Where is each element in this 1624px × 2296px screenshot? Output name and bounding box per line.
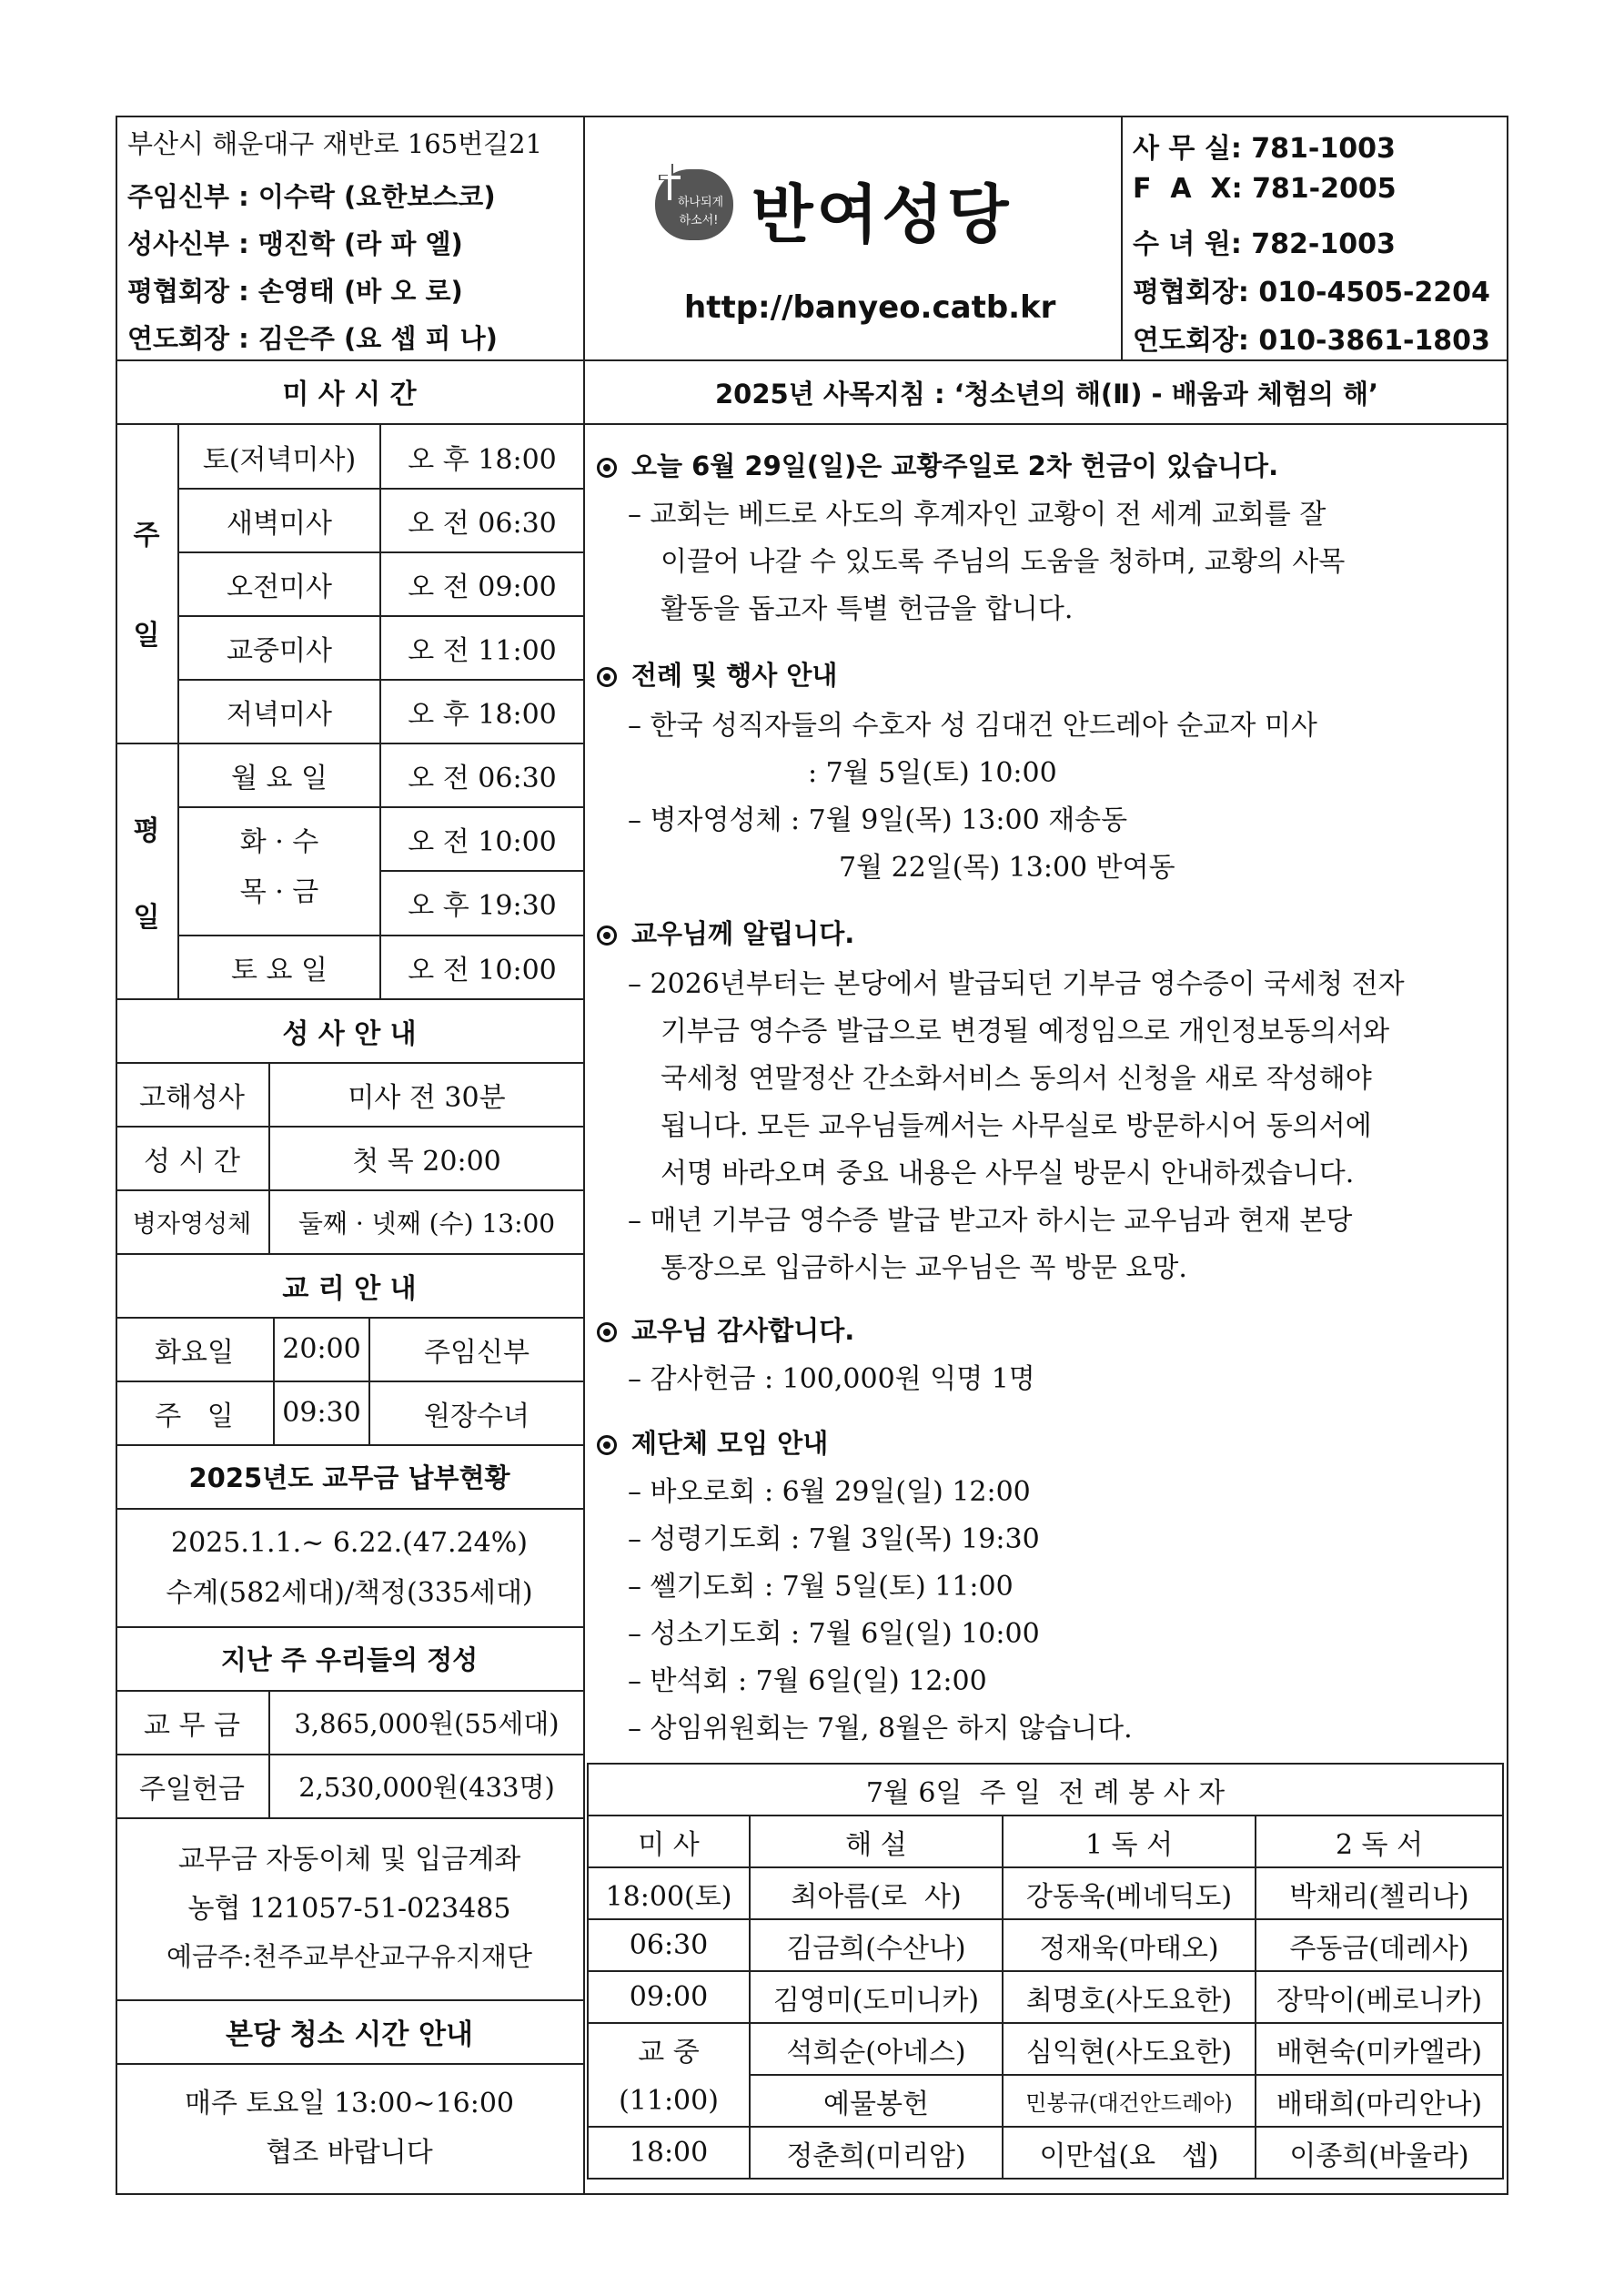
catechism-time: 20:00 [282, 1333, 361, 1365]
service-header: 해 설 [750, 1816, 1003, 1867]
svg-text:하나되게: 하나되게 [677, 196, 724, 209]
table-row [588, 1971, 1503, 2023]
pastoral-guideline: 2025년 사목지침 : ‘청소년의 해(Ⅱ) - 배움과 체험의 해’ [715, 378, 1378, 410]
weekday-mid-2: 목 · 금 [239, 876, 319, 908]
staff-yeondo: 연도회장 : 김은주 (요 셉 피 나) [127, 323, 498, 354]
sacrament-value: 첫 목 20:00 [352, 1145, 501, 1178]
service-mass: 06:30 [588, 1919, 750, 1971]
service-reader-1: 민봉규(대건안드레아) [1003, 2075, 1256, 2127]
row-line [116, 1817, 583, 1819]
bullet-icon [597, 925, 617, 946]
sunday-label-1: 주 [133, 520, 160, 551]
notice-line: 국세청 연말정산 간소화서비스 동의서 신청을 새로 작성해야 [661, 1063, 1372, 1095]
sacrament-value: 둘째 · 넷째 (수) 13:00 [298, 1208, 556, 1239]
notice-line: 활동을 돕고자 특별 헌금을 합니다. [661, 593, 1074, 625]
notice-line: – 감사헌금 : 100,000원 익명 1명 [628, 1363, 1035, 1395]
service-reader-2: 박채리(첼리나) [1256, 1867, 1503, 1919]
service-header: 1 독 서 [1003, 1816, 1256, 1867]
mass-name: 새벽미사 [227, 507, 332, 540]
service-mass: 18:00(토) [588, 1867, 750, 1919]
service-reader-1: 최명호(사도요한) [1003, 1971, 1256, 2023]
contact-office: 사 무 실: 781-1003 [1133, 133, 1396, 165]
sacrament-name: 성 시 간 [143, 1145, 240, 1178]
notice-line: – 한국 성직자들의 수호자 성 김대건 안드레아 순교자 미사 [628, 710, 1317, 742]
bullet-icon [597, 1322, 617, 1342]
contact-yeondo: 연도회장: 010-3861-1803 [1133, 325, 1490, 357]
catechism-who: 원장수녀 [424, 1400, 530, 1432]
weekday-mid-time-1: 오 전 10:00 [408, 825, 557, 858]
sacrament-name: 병자영성체 [132, 1210, 252, 1239]
weekday-mon: 월 요 일 [230, 762, 328, 794]
notice-line: : 7월 5일(토) 10:00 [808, 757, 1057, 789]
catechism-who: 주임신부 [424, 1336, 530, 1369]
church-name: 반여성당 [751, 177, 1013, 252]
notice-2-title: 전례 및 행사 안내 [597, 655, 837, 693]
dues-households: 수계(582세대)/책정(335세대) [166, 1577, 533, 1609]
service-commentator: 김금희(수산나) [750, 1919, 1003, 1971]
notice-line: 7월 22일(목) 13:00 반여동 [839, 852, 1175, 884]
notice-5-title: 제단체 모임 안내 [597, 1423, 828, 1461]
bullet-icon [597, 667, 617, 687]
mass-time: 오 전 11:00 [408, 634, 557, 667]
service-commentator: 정춘희(미리암) [750, 2127, 1003, 2179]
notice-3-title: 교우님께 알립니다. [597, 914, 854, 951]
weekday-mid-1: 화 · 수 [239, 826, 319, 858]
dues-period: 2025.1.1.~ 6.22.(47.24%) [171, 1526, 528, 1559]
service-commentator: 김영미(도미니카) [750, 1971, 1003, 2023]
mass-name: 교중미사 [227, 634, 332, 667]
service-reader-2: 이종희(바울라) [1256, 2127, 1503, 2179]
catechism-title: 교 리 안 내 [282, 1272, 417, 1305]
service-reader-1: 이만섭(요 셉) [1003, 2127, 1256, 2179]
notice-line: – 매년 기부금 영수증 발급 받고자 하시는 교우님과 현재 본당 [628, 1205, 1353, 1237]
mass-time: 오 전 09:00 [408, 571, 557, 603]
service-mass: 09:00 [588, 1971, 750, 2023]
mass-name: 저녁미사 [227, 698, 332, 731]
weekday-sat-time: 오 전 10:00 [408, 954, 557, 986]
notice-line: – 바오로회 : 6월 29일(일) 12:00 [628, 1476, 1031, 1508]
notice-line: 기부금 영수증 발급으로 변경될 예정임으로 개인정보동의서와 [661, 1016, 1390, 1047]
sacrament-name: 고해성사 [139, 1081, 245, 1114]
offering-name: 주일헌금 [139, 1773, 245, 1805]
sacrament-title: 성 사 안 내 [282, 1017, 417, 1050]
notice-line: – 쎌기도회 : 7월 5일(토) 11:00 [628, 1571, 1014, 1603]
notice-line: 서명 바라오며 중요 내용은 사무실 방문시 안내하겠습니다. [661, 1158, 1355, 1189]
weekday-mon-time: 오 전 06:30 [408, 762, 557, 794]
notice-line: – 반석회 : 7월 6일(일) 12:00 [628, 1665, 987, 1697]
contact-council: 평협회장: 010-4505-2204 [1133, 277, 1490, 308]
service-reader-1: 심익현(사도요한) [1003, 2023, 1256, 2075]
service-mass: (11:00) [588, 2075, 750, 2127]
service-mass: 교 중 [588, 2023, 750, 2075]
weekday-sat: 토 요 일 [230, 954, 328, 986]
mass-time: 오 후 18:00 [408, 698, 557, 731]
service-header: 2 독 서 [1256, 1816, 1503, 1867]
notice-line: 됩니다. 모든 교우님들께서는 사무실로 방문하시어 동의서에 [661, 1110, 1372, 1142]
bullet-icon [597, 458, 617, 478]
notice-line: 통장으로 입금하시는 교우님은 꼭 방문 요망. [661, 1252, 1187, 1284]
mass-title: 미 사 시 간 [282, 379, 417, 410]
account-title: 교무금 자동이체 및 입금계좌 [177, 1844, 521, 1876]
staff-council: 평협회장 : 손영태 (바 오 로) [127, 276, 463, 307]
church-logo [651, 160, 735, 244]
offering-value: 3,865,000원(55세대) [294, 1708, 560, 1739]
header-divider [1121, 116, 1123, 359]
notice-4-title: 교우님 감사합니다. [597, 1310, 854, 1348]
cleaning-note: 협조 바랍니다 [266, 2137, 433, 2169]
mass-name: 오전미사 [227, 571, 332, 603]
offering-name: 교 무 금 [143, 1709, 240, 1742]
service-commentator: 석희순(아네스) [750, 2023, 1003, 2075]
staff-pastor: 주임신부 : 이수락 (요한보스코) [127, 181, 496, 212]
row-line [116, 1508, 583, 1510]
table-row [588, 1919, 1503, 1971]
mass-time: 오 전 06:30 [408, 507, 557, 540]
service-commentator: 최아름(로 사) [750, 1867, 1003, 1919]
service-reader-1: 정재욱(마태오) [1003, 1919, 1256, 1971]
account-holder: 예금주:천주교부산교구유지재단 [166, 1940, 532, 1972]
service-reader-2: 배태희(마리안나) [1256, 2075, 1503, 2127]
notice-line: – 성소기도회 : 7월 6일(일) 10:00 [628, 1618, 1040, 1650]
table-row [588, 1867, 1503, 1919]
church-url[interactable]: http://banyeo.catb.kr [684, 289, 1056, 326]
sacrament-value: 미사 전 30분 [348, 1081, 506, 1114]
staff-priest: 성사신부 : 맹진학 (라 파 엘) [127, 228, 463, 259]
service-mass: 18:00 [588, 2127, 750, 2179]
cleaning-title: 본당 청소 시간 안내 [226, 2018, 473, 2051]
service-reader-2: 장막이(베로니카) [1256, 1971, 1503, 2023]
cleaning-time: 매주 토요일 13:00~16:00 [184, 2088, 515, 2119]
service-reader-2: 주동금(데레사) [1256, 1919, 1503, 1971]
notice-1-title: 오늘 6월 29일(일)은 교황주일로 2차 헌금이 있습니다. [597, 446, 1278, 483]
notice-line: 이끌어 나갈 수 있도록 주님의 도움을 청하며, 교황의 사목 [661, 546, 1346, 578]
mass-name: 토(저녁미사) [202, 443, 357, 476]
liturgy-service-table [587, 1763, 1504, 2180]
mass-time: 오 후 18:00 [408, 443, 557, 476]
bullet-icon [597, 1435, 617, 1455]
notice-line: – 교회는 베드로 사도의 후계자인 교황이 전 세계 교회를 잘 [628, 499, 1326, 531]
row-line [116, 2063, 583, 2065]
weekday-label-2: 일 [133, 902, 160, 934]
catechism-time: 09:30 [282, 1397, 361, 1429]
service-reader-2: 배현숙(미카엘라) [1256, 2023, 1503, 2075]
table-row [588, 2023, 1503, 2075]
table-row [588, 2075, 1503, 2127]
offering-value: 2,530,000원(433명) [298, 1772, 555, 1803]
service-reader-1: 강동욱(베네딕도) [1003, 1867, 1256, 1919]
weekday-mid-time-2: 오 후 19:30 [408, 890, 557, 922]
weekday-label-1: 평 [133, 815, 160, 847]
service-table-title: 7월 6일 주 일 전 례 봉 사 자 [588, 1764, 1503, 1816]
notice-line: – 성령기도회 : 7월 3일(목) 19:30 [628, 1523, 1040, 1555]
service-header: 미 사 [588, 1816, 750, 1867]
sunday-label-2: 일 [133, 620, 160, 652]
catechism-day: 화요일 [155, 1336, 234, 1369]
church-address: 부산시 해운대구 재반로 165번길21 [127, 128, 543, 159]
offering-title: 지난 주 우리들의 정성 [220, 1644, 479, 1675]
dues-title: 2025년도 교무금 납부현황 [188, 1462, 510, 1493]
account-number: 농협 121057-51-023485 [187, 1893, 511, 1925]
contact-fax: F A X: 781-2005 [1133, 173, 1397, 205]
column-divider [583, 116, 585, 2195]
service-commentator: 예물봉헌 [750, 2075, 1003, 2127]
table-row [588, 2127, 1503, 2179]
notice-line: – 병자영성체 : 7월 9일(목) 13:00 재송동 [628, 804, 1128, 836]
catechism-day: 주 일 [155, 1400, 234, 1432]
notice-line: – 2026년부터는 본당에서 발급되던 기부금 영수증이 국세청 전자 [628, 968, 1405, 1000]
notice-line: – 상임위원회는 7월, 8월은 하지 않습니다. [628, 1713, 1133, 1745]
contact-convent: 수 녀 원: 782-1003 [1133, 228, 1396, 260]
svg-text:하소서!: 하소서! [679, 214, 719, 228]
